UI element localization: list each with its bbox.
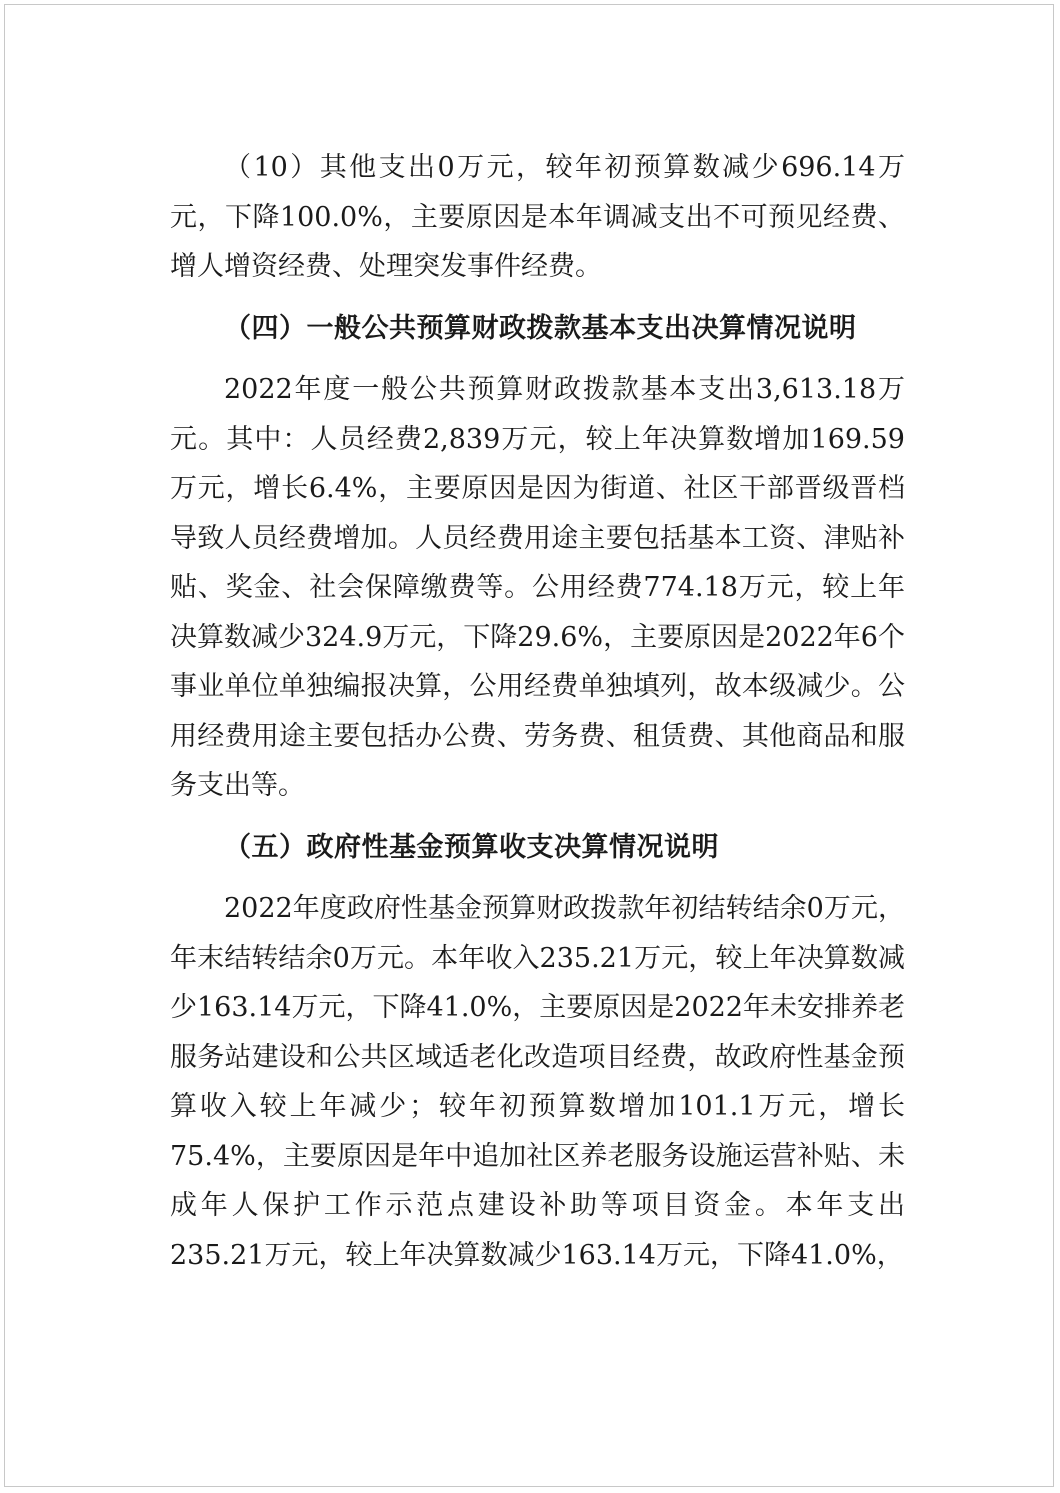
document-page xyxy=(4,4,1054,1487)
section-heading-basic-expenditure: （四）一般公共预算财政拨款基本支出决算情况说明 xyxy=(224,312,857,344)
paragraph-government-fund: 2022年度政府性基金预算财政拨款年初结转结余0万元，年末结转结余0万元。本年收入235.21万元，较上年决算数减少163.14万元，下降41.0%，主要原因是2022年未安排养老服务站建设和公共区域适老化改造项目经费，故政府性基金预算收入较上年减少；较年初预算数增加101.1万元，增长75.4%，主要原因是年中追加社区养老服务设施运营补贴、未成年人保护工作示范点建设补助等项目资金。本年支出235.21万元，较上年决算数减少163.14万元，下降41.0%， xyxy=(170,893,905,1271)
document-body xyxy=(170,143,905,1280)
paragraph-other-expenditure: （10）其他支出0万元，较年初预算数减少696.14万元，下降100.0%，主要原因是本年调减支出不可预见经费、增人增资经费、处理突发事件经费。 xyxy=(170,152,905,282)
paragraph-basic-expenditure: 2022年度一般公共预算财政拨款基本支出3,613.18万元。其中：人员经费2,839万元，较上年决算数增加169.59万元，增长6.4%，主要原因是因为街道、社区干部晋级晋档导致人员经费增加。人员经费用途主要包括基本工资、津贴补贴、奖金、社会保障缴费等。公用经费774.18万元，较上年决算数减少324.9万元，下降29.6%，主要原因是2022年6个事业单位单独编报决算，公用经费单独填列，故本级减少。公用经费用途主要包括办公费、劳务费、租赁费、其他商品和服务支出等。 xyxy=(170,374,905,801)
section-heading-government-fund: （五）政府性基金预算收支决算情况说明 xyxy=(224,831,719,863)
